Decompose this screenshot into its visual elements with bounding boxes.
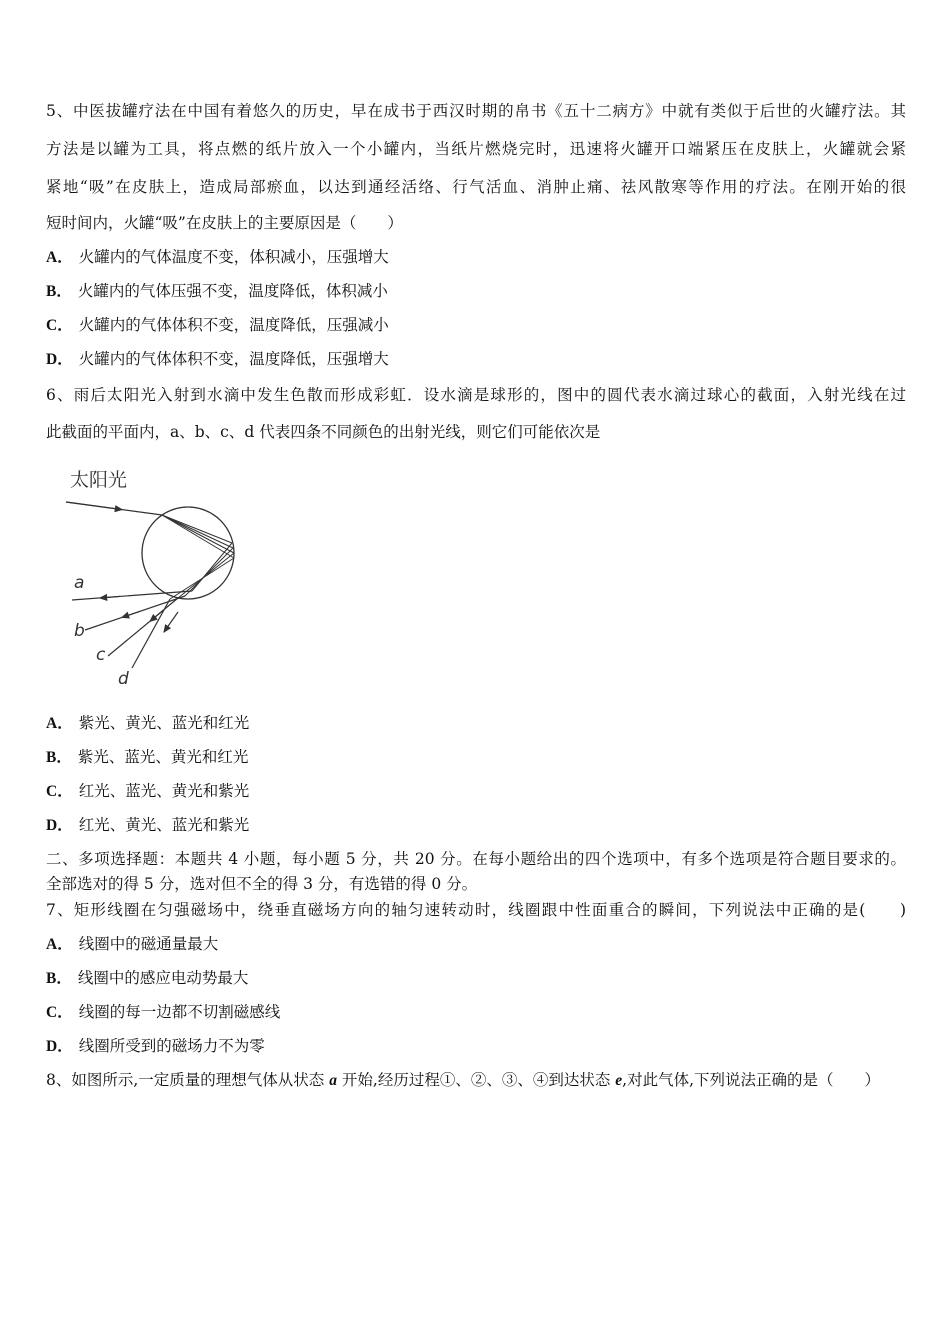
q5-option-c: C． 火罐内的气体体积不变，温度降低，压强减小 [46, 316, 389, 334]
ray-label-b: b [74, 621, 85, 641]
q5-option-a: A． 火罐内的气体温度不变，体积减小，压强增大 [46, 248, 389, 266]
q5-stem-line-3: 紧地“吸”在皮肤上，造成局部瘀血，以达到通经活络、行气活血、消肿止痛、祛风散寒等作用的疗法。在刚开始的很 [46, 178, 906, 196]
section2-instructions-line-1: 二、多项选择题：本题共 4 小题，每小题 5 分，共 20 分。在每小题给出的四个选项中，有多个选项是符合题目要求的。 [46, 850, 906, 868]
q7-option-b: B． 线圈中的感应电动势最大 [46, 969, 249, 987]
raindrop-dispersion-figure [60, 460, 260, 690]
sun-label: 太阳光 [70, 469, 128, 491]
q5-stem-line-2: 方法是以罐为工具，将点燃的纸片放入一个小罐内，当纸片燃烧完时，迅速将火罐开口端紧压在皮肤上，火罐就会紧 [46, 140, 906, 158]
water-drop-circle [142, 507, 234, 599]
q7-option-a: A． 线圈中的磁通量最大 [46, 935, 219, 953]
q7-stem: 7、矩形线圈在匀强磁场中，绕垂直磁场方向的轴匀速转动时，线圈跟中性面重合的瞬间，下列说法中正确的是( ) [46, 901, 906, 919]
q8-stem: 8、如图所示,一定质量的理想气体从状态 a 开始,经历过程①、②、③、④到达状态 e,对此气体,下列说法正确的是（ ） [46, 1071, 881, 1089]
q7-option-c: C． 线圈的每一边都不切割磁感线 [46, 1003, 281, 1021]
section2-instructions-line-2: 全部选对的得 5 分，选对但不全的得 3 分，有选错的得 0 分。 [46, 875, 478, 893]
ray-label-a: a [74, 573, 85, 593]
q5-option-d: D． 火罐内的气体体积不变，温度降低，压强增大 [46, 350, 389, 368]
q5-stem-line-4: 短时间内，火罐“吸”在皮肤上的主要原因是（ ） [46, 214, 403, 232]
q6-stem-line-1: 6、雨后太阳光入射到水滴中发生色散而形成彩虹．设水滴是球形的，图中的圆代表水滴过球心的截面，入射光线在过 [46, 386, 906, 404]
q5-option-b: B． 火罐内的气体压强不变，温度降低，体积减小 [46, 282, 388, 300]
internal-rays [162, 515, 234, 599]
q7-option-d: D． 线圈所受到的磁场力不为零 [46, 1037, 265, 1055]
q6-option-d: D． 红光、黄光、蓝光和紫光 [46, 816, 250, 834]
q6-option-c: C． 红光、蓝光、黄光和紫光 [46, 782, 250, 800]
q6-option-b: B． 紫光、蓝光、黄光和红光 [46, 748, 249, 766]
q5-stem-line-1: 5、中医拔罐疗法在中国有着悠久的历史，早在成书于西汉时期的帛书《五十二病方》中就有类似于后世的火罐疗法。其 [46, 102, 906, 120]
q6-stem-line-2: 此截面的平面内，a、b、c、d 代表四条不同颜色的出射光线，则它们可能依次是 [46, 423, 601, 441]
ray-label-d: d [118, 669, 129, 689]
ray-d [132, 599, 170, 668]
ray-a [72, 591, 192, 600]
ray-label-c: c [96, 645, 106, 665]
q6-option-a: A． 紫光、黄光、蓝光和红光 [46, 714, 250, 732]
